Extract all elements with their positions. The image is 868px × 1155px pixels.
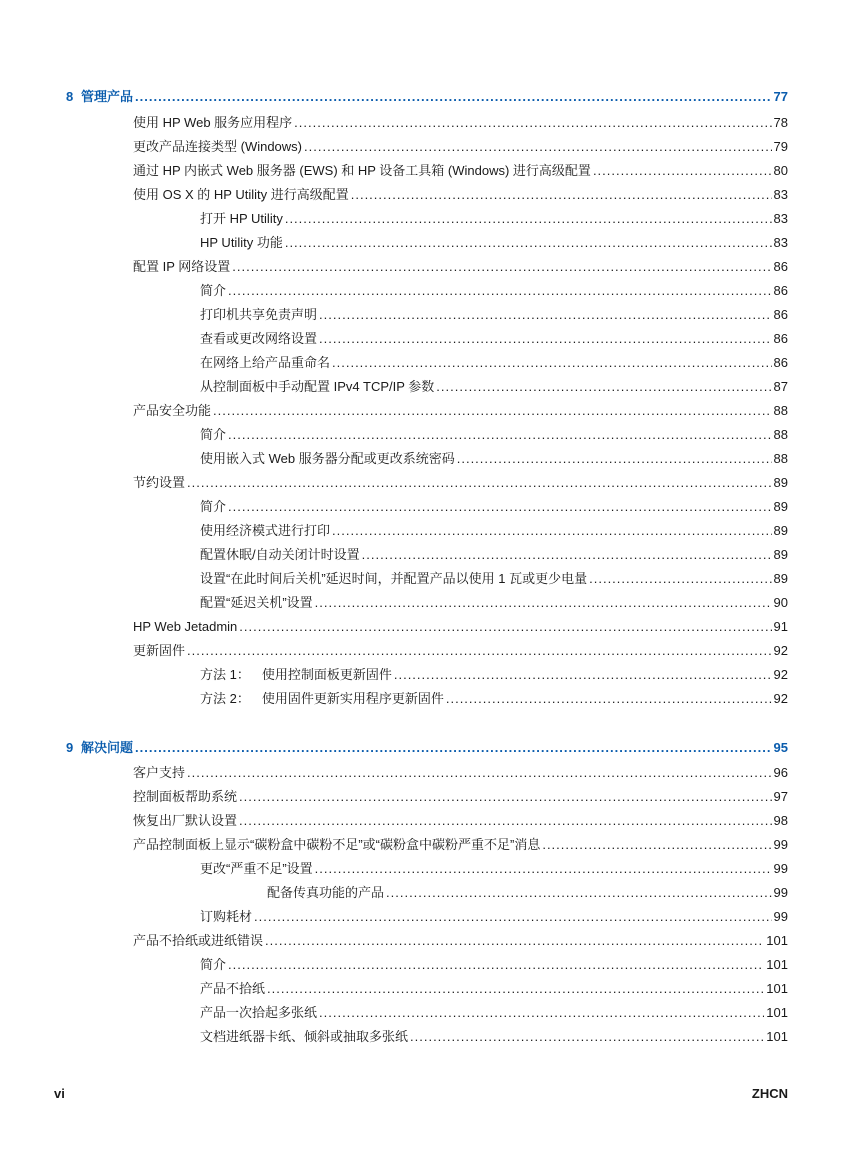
dot-leader: [265, 931, 764, 951]
toc-entry-title: [66, 738, 133, 758]
toc-entry-text: HP Utility 功能: [200, 235, 283, 250]
toc-entry-title: [133, 137, 302, 157]
toc-entry-title: [133, 185, 349, 205]
toc-entry-title: [133, 835, 540, 855]
method-prefix: 方法 2：: [200, 691, 250, 706]
toc-entry[interactable]: [133, 641, 788, 661]
dot-leader: [332, 353, 772, 373]
toc-entry-text: 配置 IP 网络设置: [133, 259, 231, 274]
footer-language: ZHCN: [751, 1086, 788, 1101]
toc-entry-title: [200, 329, 317, 349]
toc-page-number: 86: [773, 355, 788, 370]
toc-page-number: 86: [773, 259, 788, 274]
dot-leader: [239, 617, 771, 637]
dot-leader: [239, 811, 772, 831]
toc-entry[interactable]: [133, 835, 788, 855]
toc-entry-text: 文档进纸器卡纸、倾斜或抽取多张纸: [200, 1029, 409, 1044]
toc-entry-text: 配置“延迟关机”设置: [200, 595, 313, 610]
dot-leader: [213, 401, 772, 421]
toc-page-number: 86: [773, 331, 788, 346]
toc-entry-text: 打印机共享免责声明: [200, 307, 318, 322]
toc-entry[interactable]: [200, 521, 788, 541]
toc-entry-text: 管理产品: [81, 89, 134, 104]
dot-leader: [187, 473, 772, 493]
toc-entry-title: [200, 859, 313, 879]
toc-page-number: 88: [773, 427, 788, 442]
toc-entry-text: 使用嵌入式 Web 服务器分配或更改系统密码: [200, 451, 455, 466]
toc-entry-title: [200, 305, 317, 325]
toc-entry[interactable]: [200, 425, 788, 445]
dot-leader: [285, 233, 772, 253]
toc-page-number: 88: [773, 451, 788, 466]
toc-entry-text: 解决问题: [81, 740, 134, 755]
toc-page-number: 92: [773, 691, 788, 706]
toc-entry-title: [133, 161, 591, 181]
toc-entry-title: [133, 401, 211, 421]
toc-entry[interactable]: [200, 1027, 788, 1047]
toc-entry-title: [200, 1027, 408, 1047]
toc-page-number: 86: [773, 283, 788, 298]
toc-entry-text: 更新固件: [133, 643, 186, 658]
dot-leader: [187, 641, 772, 661]
toc-entry[interactable]: [133, 161, 788, 181]
toc-entry-text: 简介: [200, 283, 227, 298]
toc-entry-title: [200, 569, 587, 589]
dot-leader: [315, 859, 772, 879]
toc-page-number: 83: [773, 211, 788, 226]
toc-entry-text: 更改产品连接类型 (Windows): [133, 139, 303, 154]
dot-leader: [542, 835, 771, 855]
toc-entry[interactable]: [133, 401, 788, 421]
dot-leader: [135, 87, 772, 107]
toc-entry-title: [200, 907, 252, 927]
toc-page-number: 99: [773, 885, 788, 900]
toc-page-number: 101: [766, 933, 788, 948]
toc-entry-title: [200, 979, 265, 999]
toc-entry[interactable]: [200, 979, 788, 999]
toc-entry[interactable]: [200, 545, 788, 565]
toc-entry-title: [133, 763, 185, 783]
dot-leader: [315, 593, 772, 613]
toc-page-number: 99: [773, 837, 788, 852]
dot-leader: [351, 185, 772, 205]
toc-page-number: 97: [773, 789, 788, 804]
toc-entry-title: [133, 931, 263, 951]
toc-entry-text: 设置“在此时间后关机”延迟时间，并配置产品以使用 1 瓦或更少电量: [200, 571, 588, 586]
dot-leader: [232, 257, 771, 277]
toc-entry-title: [200, 665, 392, 685]
toc-entry[interactable]: [200, 569, 788, 589]
toc-entry[interactable]: [200, 233, 788, 253]
toc-entry-text: 节约设置: [133, 475, 186, 490]
toc-entry[interactable]: [133, 137, 788, 157]
toc-entry-title: [200, 545, 360, 565]
toc-page-number: 91: [773, 619, 788, 634]
toc-page-number: 87: [773, 379, 788, 394]
toc-entry-title: [200, 353, 330, 373]
dot-leader: [319, 329, 772, 349]
toc-entry-text: 产品安全功能: [133, 403, 212, 418]
toc-entry[interactable]: [200, 305, 788, 325]
dot-leader: [386, 883, 772, 903]
toc-entry-title: [200, 209, 283, 229]
method-prefix: 方法 1：: [200, 667, 250, 682]
dot-leader: [267, 979, 764, 999]
toc-entry-title: [133, 113, 292, 133]
dot-leader: [332, 521, 772, 541]
toc-page-number: 79: [773, 139, 788, 154]
dot-leader: [228, 497, 772, 517]
toc-entry-text: 在网络上给产品重命名: [200, 355, 331, 370]
toc-entry-title: [133, 787, 237, 807]
toc-entry-title: [200, 955, 226, 975]
toc-page-number: 89: [773, 523, 788, 538]
dot-leader: [239, 787, 772, 807]
dot-leader: [319, 1003, 764, 1023]
toc-page-number: 92: [773, 667, 788, 682]
toc-entry[interactable]: [133, 811, 788, 831]
toc-page-number: 95: [773, 740, 788, 755]
toc-entry-title: [133, 473, 185, 493]
dot-leader: [228, 281, 772, 301]
toc-page-number: 89: [773, 475, 788, 490]
toc-entry[interactable]: [200, 209, 788, 229]
chapter-number: 8: [66, 89, 74, 104]
chapter-number: 9: [66, 740, 74, 755]
toc-entry-text: 产品控制面板上显示“碳粉盒中碳粉不足”或“碳粉盒中碳粉严重不足”消息: [133, 837, 541, 852]
dot-leader: [228, 425, 772, 445]
toc-entry[interactable]: [133, 787, 788, 807]
toc-entry[interactable]: [200, 449, 788, 469]
toc-entry-text: 恢复出厂默认设置: [133, 813, 238, 828]
toc-page-number: 77: [773, 89, 788, 104]
toc-entry-text: 查看或更改网络设置: [200, 331, 318, 346]
dot-leader: [410, 1027, 764, 1047]
toc-entry[interactable]: [200, 281, 788, 301]
toc-entry-title: [133, 811, 237, 831]
toc-entry[interactable]: [133, 617, 788, 637]
toc-entry-text: 使用控制面板更新固件: [261, 667, 392, 682]
toc-entry[interactable]: [200, 329, 788, 349]
toc-entry-text: 配备传真功能的产品: [267, 885, 385, 900]
toc-page-number: 89: [773, 571, 788, 586]
toc-page-number: 98: [773, 813, 788, 828]
toc-entry-text: 简介: [200, 957, 227, 972]
toc-entry-text: 客户支持: [133, 765, 186, 780]
toc-page-number: 83: [773, 187, 788, 202]
toc-page-number: 89: [773, 547, 788, 562]
toc-entry[interactable]: [133, 473, 788, 493]
toc-entry-text: 打开 HP Utility: [200, 211, 283, 226]
toc-entry-text: 通过 HP 内嵌式 Web 服务器 (EWS) 和 HP 设备工具箱 (Windows) 进行高级配置: [133, 163, 591, 178]
toc-entry-text: 从控制面板中手动配置 IPv4 TCP/IP 参数: [200, 379, 435, 394]
dot-leader: [304, 137, 772, 157]
toc-entry[interactable]: [133, 185, 788, 205]
toc-entry-title: [133, 617, 237, 637]
toc-entry-title: [200, 521, 330, 541]
dot-leader: [362, 545, 772, 565]
toc-entry[interactable]: [200, 665, 788, 685]
toc-page-number: 80: [773, 163, 788, 178]
toc-entry-title: [267, 883, 384, 903]
toc-entry[interactable]: [200, 1003, 788, 1023]
toc-page-number: 101: [766, 1029, 788, 1044]
dot-leader: [319, 305, 772, 325]
toc-entry-text: 使用 OS X 的 HP Utility 进行高级配置: [133, 187, 349, 202]
dot-leader: [436, 377, 771, 397]
toc-entry-text: 产品不拾纸: [200, 981, 266, 996]
toc-entry-text: HP Web Jetadmin: [133, 619, 238, 634]
toc-page-number: 99: [773, 861, 788, 876]
toc-entry[interactable]: [133, 257, 788, 277]
dot-leader: [135, 738, 772, 758]
toc-entry-title: [133, 641, 185, 661]
toc-page-number: 101: [766, 981, 788, 996]
toc-entry-title: [200, 281, 226, 301]
toc-entry-title: [200, 449, 455, 469]
toc-entry-title: [66, 87, 133, 107]
dot-leader: [294, 113, 771, 133]
toc-entry-title: [200, 233, 283, 253]
toc-entry-text: 更改“严重不足”设置: [200, 861, 313, 876]
toc-entry-title: [200, 1003, 317, 1023]
toc-entry-text: 简介: [200, 427, 227, 442]
toc-entry[interactable]: [200, 353, 788, 373]
toc-entry[interactable]: [200, 689, 788, 709]
dot-leader: [593, 161, 772, 181]
toc-entry-title: [200, 425, 226, 445]
toc-page-number: 99: [773, 909, 788, 924]
dot-leader: [228, 955, 764, 975]
toc-chapter-entry[interactable]: [66, 87, 788, 107]
dot-leader: [254, 907, 772, 927]
toc-page-number: 101: [766, 1005, 788, 1020]
toc-entry[interactable]: [200, 859, 788, 879]
toc-entry-title: [200, 689, 444, 709]
toc-entry-text: 订购耗材: [200, 909, 253, 924]
dot-leader: [457, 449, 772, 469]
toc-page-number: 88: [773, 403, 788, 418]
dot-leader: [446, 689, 772, 709]
toc-entry-text: 控制面板帮助系统: [133, 789, 238, 804]
toc-entry-title: [200, 377, 434, 397]
toc-entry-text: 使用固件更新实用程序更新固件: [261, 691, 444, 706]
toc-entry[interactable]: [267, 883, 788, 903]
toc-entry-title: [200, 497, 226, 517]
toc-entry[interactable]: [200, 377, 788, 397]
toc-entry[interactable]: [200, 593, 788, 613]
toc-page-number: 96: [773, 765, 788, 780]
toc-entry[interactable]: [133, 113, 788, 133]
toc-page-number: 101: [766, 957, 788, 972]
toc-page-number: 89: [773, 499, 788, 514]
toc-entry-text: 使用 HP Web 服务应用程序: [133, 115, 293, 130]
dot-leader: [285, 209, 772, 229]
toc-entry-title: [133, 257, 230, 277]
toc-entry-title: [200, 593, 313, 613]
toc-page-number: 92: [773, 643, 788, 658]
toc-entry[interactable]: [133, 931, 788, 951]
toc-entry[interactable]: [200, 497, 788, 517]
toc-page-number: 86: [773, 307, 788, 322]
toc-entry[interactable]: [200, 907, 788, 927]
toc-entry-text: 使用经济模式进行打印: [200, 523, 331, 538]
toc-entry-text: 产品不拾纸或进纸错误: [133, 933, 264, 948]
dot-leader: [394, 665, 772, 685]
toc-entry-text: 产品一次拾起多张纸: [200, 1005, 318, 1020]
footer-page-number: vi: [54, 1086, 65, 1101]
dot-leader: [187, 763, 772, 783]
toc-entry[interactable]: [133, 763, 788, 783]
toc-entry[interactable]: [200, 955, 788, 975]
toc-entry-text: 简介: [200, 499, 227, 514]
dot-leader: [589, 569, 771, 589]
toc-page-number: 90: [773, 595, 788, 610]
toc-entry-text: 配置休眠/自动关闭计时设置: [200, 547, 360, 562]
toc-page-number: 78: [773, 115, 788, 130]
toc-page-number: 83: [773, 235, 788, 250]
toc-chapter-entry[interactable]: [66, 738, 788, 758]
